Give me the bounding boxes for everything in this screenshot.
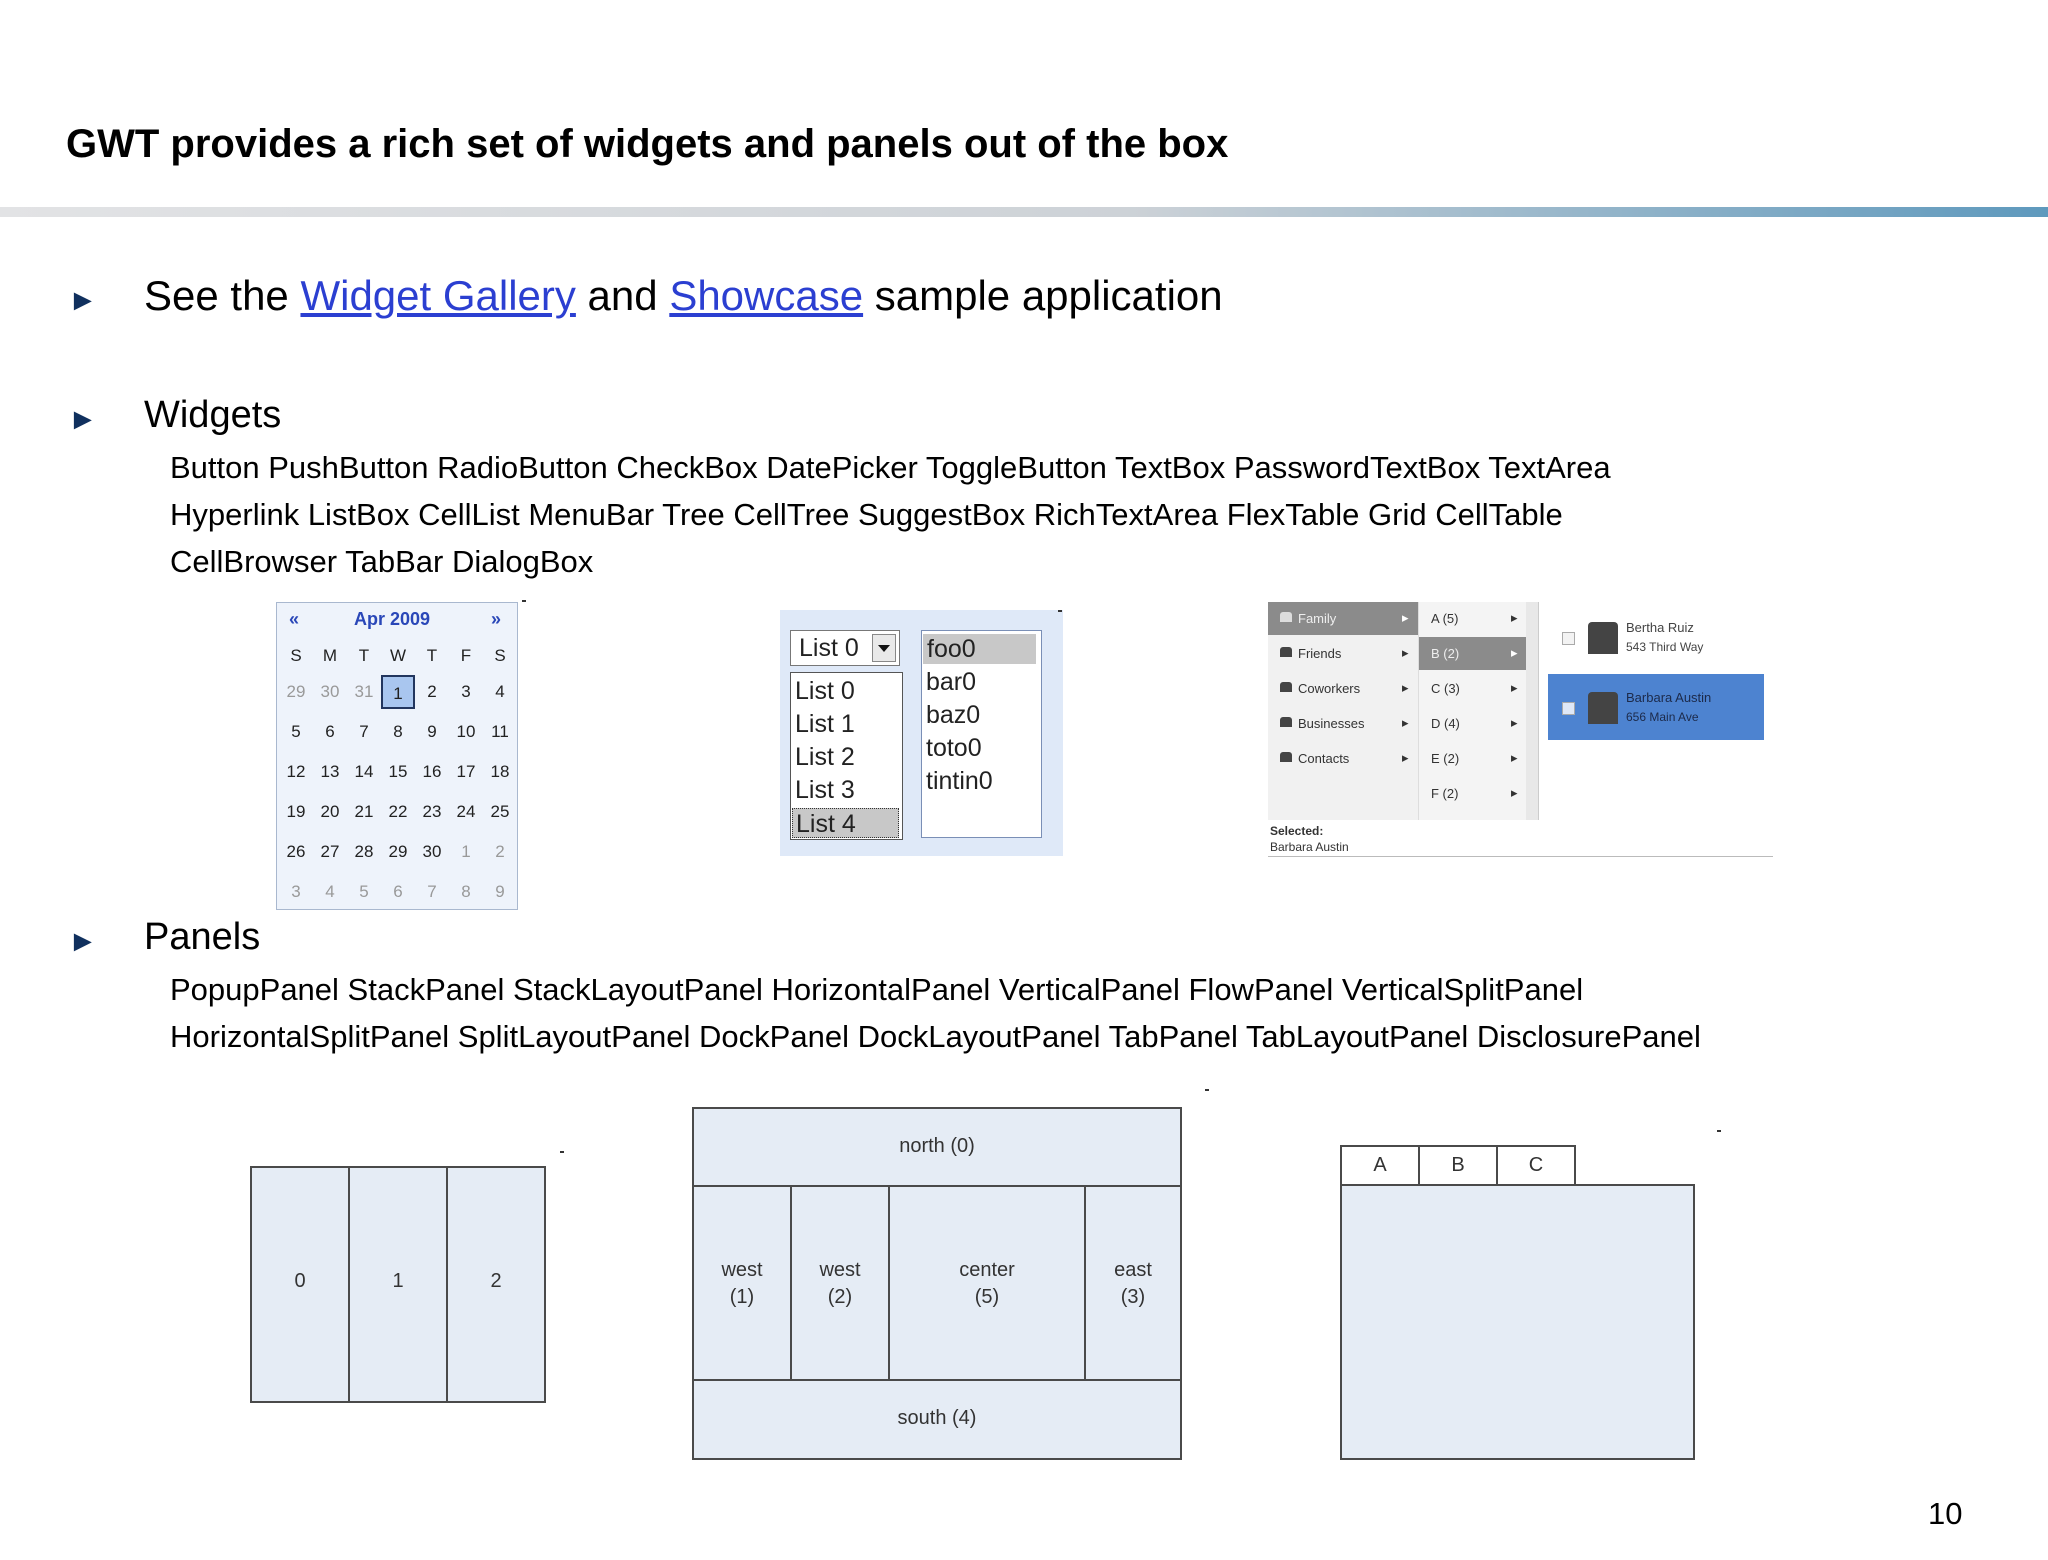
calendar-day[interactable]: 9 bbox=[495, 882, 505, 901]
calendar-day[interactable]: 10 bbox=[456, 722, 476, 741]
dock-west-2 bbox=[790, 1185, 890, 1381]
calendar-day[interactable]: 6 bbox=[325, 722, 335, 741]
calendar-day[interactable]: 9 bbox=[427, 722, 437, 741]
contact-group-icon bbox=[1280, 612, 1292, 622]
cellbrowser-letter-row[interactable] bbox=[1419, 637, 1526, 670]
calendar-day[interactable]: 1 bbox=[381, 675, 415, 709]
datepicker-sample bbox=[276, 602, 518, 910]
calendar-day[interactable]: 3 bbox=[461, 682, 471, 701]
list-item[interactable]: foo0 bbox=[923, 634, 1036, 664]
contact-address: 656 Main Ave bbox=[1626, 710, 1699, 724]
dock-north bbox=[692, 1107, 1182, 1187]
showcase-link[interactable]: Showcase bbox=[669, 272, 864, 319]
corner-mark bbox=[1205, 1089, 1209, 1091]
dock-east bbox=[1084, 1185, 1182, 1381]
corner-mark bbox=[1058, 610, 1062, 612]
tab-content bbox=[1340, 1184, 1695, 1460]
calendar-day[interactable]: 8 bbox=[393, 722, 403, 741]
cell-label: 1 bbox=[392, 1270, 404, 1292]
widgets-line-2: Hyperlink ListBox CellList MenuBar Tree CellTree SuggestBox RichTextArea FlexTable Grid CellTable bbox=[170, 497, 1563, 532]
calendar-day[interactable]: 13 bbox=[320, 762, 340, 781]
panels-line-1: PopupPanel StackPanel StackLayoutPanel HorizontalPanel VerticalPanel FlowPanel VerticalSplitPanel bbox=[170, 972, 1584, 1007]
horizontal-panel-cell-2 bbox=[446, 1166, 546, 1403]
cellbrowser-letter-row[interactable] bbox=[1419, 707, 1526, 740]
weekday-label: T bbox=[358, 646, 370, 665]
listbox-multi[interactable] bbox=[790, 672, 903, 840]
calendar-day[interactable]: 31 bbox=[354, 682, 374, 701]
dock-label: north (0) bbox=[899, 1135, 975, 1157]
contact-name: Bertha Ruiz bbox=[1626, 620, 1694, 635]
contact-group-icon bbox=[1280, 752, 1292, 762]
calendar-day[interactable]: 28 bbox=[354, 842, 374, 861]
selected-label: Selected: bbox=[1270, 824, 1324, 838]
list-item[interactable]: List 4 bbox=[792, 808, 899, 838]
prev-month-button[interactable]: « bbox=[289, 609, 300, 629]
cellbrowser-letter-row[interactable] bbox=[1419, 777, 1526, 810]
calendar-day[interactable]: 29 bbox=[388, 842, 408, 861]
corner-mark bbox=[560, 1151, 564, 1153]
calendar-day[interactable]: 5 bbox=[359, 882, 369, 901]
chevron-right-icon: ▸ bbox=[1402, 645, 1409, 660]
dock-label: east (3) bbox=[1114, 1259, 1152, 1308]
calendar-day[interactable]: 8 bbox=[461, 882, 471, 901]
weekday-label: S bbox=[290, 646, 302, 665]
corner-mark bbox=[522, 600, 526, 602]
calendar-day[interactable]: 4 bbox=[495, 682, 505, 701]
avatar-icon bbox=[1588, 692, 1618, 724]
calendar-day[interactable]: 3 bbox=[291, 882, 301, 901]
calendar-day[interactable]: 15 bbox=[388, 762, 408, 781]
calendar-day[interactable]: 5 bbox=[291, 722, 301, 741]
tab-b[interactable] bbox=[1418, 1145, 1498, 1187]
list-item[interactable]: List 0 bbox=[795, 677, 855, 705]
widgets-line-3: CellBrowser TabBar DialogBox bbox=[170, 544, 594, 579]
chevron-right-icon: ▸ bbox=[1511, 750, 1518, 765]
panels-heading: Panels bbox=[144, 916, 261, 958]
tab-a[interactable] bbox=[1340, 1145, 1420, 1187]
chevron-right-icon: ▸ bbox=[1511, 680, 1518, 695]
tab-label: A bbox=[1373, 1154, 1387, 1176]
gallery-suffix: sample application bbox=[863, 272, 1223, 319]
list-item[interactable]: List 2 bbox=[795, 743, 855, 771]
calendar-day[interactable]: 29 bbox=[286, 682, 306, 701]
corner-mark bbox=[1717, 1130, 1721, 1132]
letter-label: C (3) bbox=[1431, 681, 1460, 696]
gallery-mid: and bbox=[575, 272, 670, 319]
cell-label: 0 bbox=[294, 1270, 306, 1292]
cellbrowser-group-row[interactable] bbox=[1268, 742, 1418, 775]
contact-checkbox[interactable] bbox=[1562, 702, 1575, 715]
tab-c[interactable] bbox=[1496, 1145, 1576, 1187]
calendar-day[interactable]: 1 bbox=[461, 842, 471, 861]
contact-name: Barbara Austin bbox=[1626, 690, 1712, 705]
cellbrowser-sample bbox=[1268, 602, 1773, 858]
contact-address: 543 Third Way bbox=[1626, 640, 1704, 654]
group-label: Contacts bbox=[1298, 751, 1350, 766]
contact-card[interactable] bbox=[1548, 674, 1764, 740]
listbox-multi-2[interactable] bbox=[921, 630, 1042, 838]
widget-gallery-link[interactable]: Widget Gallery bbox=[300, 272, 576, 319]
calendar-day[interactable]: 25 bbox=[490, 802, 510, 821]
weekday-label: S bbox=[494, 646, 506, 665]
panels-line-2: HorizontalSplitPanel SplitLayoutPanel DockPanel DockLayoutPanel TabPanel TabLayoutPanel DisclosurePanel bbox=[170, 1019, 1701, 1054]
gallery-bullet bbox=[144, 272, 1223, 320]
group-label: Family bbox=[1298, 611, 1337, 626]
calendar-day[interactable]: 21 bbox=[354, 802, 374, 821]
calendar-day[interactable]: 14 bbox=[354, 762, 374, 781]
calendar-day[interactable]: 2 bbox=[427, 682, 437, 701]
chevron-right-icon: ▸ bbox=[1511, 785, 1518, 800]
calendar-day[interactable]: 2 bbox=[495, 842, 505, 861]
bullet-marker: ► bbox=[68, 403, 98, 436]
cellbrowser-group-row[interactable] bbox=[1268, 672, 1418, 705]
dock-west-1 bbox=[692, 1185, 792, 1381]
calendar-day[interactable]: 16 bbox=[422, 762, 442, 781]
calendar-day[interactable]: 19 bbox=[286, 802, 306, 821]
cell-label: 2 bbox=[490, 1270, 502, 1292]
weekday-label: T bbox=[426, 646, 438, 665]
contact-group-icon bbox=[1280, 717, 1292, 727]
list-item[interactable]: toto0 bbox=[926, 734, 982, 762]
tab-label: C bbox=[1528, 1154, 1544, 1176]
calendar-day[interactable]: 17 bbox=[456, 762, 476, 781]
weekday-label: M bbox=[322, 646, 338, 665]
cellbrowser-group-row[interactable] bbox=[1268, 637, 1418, 670]
dock-label: west (2) bbox=[819, 1259, 861, 1308]
contact-group-icon bbox=[1280, 647, 1292, 657]
chevron-down-icon[interactable] bbox=[872, 634, 896, 662]
cellbrowser-group-row[interactable] bbox=[1268, 707, 1418, 740]
group-label: Friends bbox=[1298, 646, 1342, 661]
group-label: Coworkers bbox=[1298, 681, 1361, 696]
cellbrowser-group-row[interactable] bbox=[1268, 602, 1418, 635]
bullet-marker: ► bbox=[68, 925, 98, 958]
bullet-marker: ► bbox=[68, 284, 98, 317]
dock-south bbox=[692, 1379, 1182, 1460]
calendar-day[interactable]: 11 bbox=[491, 722, 509, 741]
chevron-right-icon: ▸ bbox=[1402, 715, 1409, 730]
month-label: Apr 2009 bbox=[354, 609, 431, 629]
cellbrowser-letter-row[interactable] bbox=[1419, 742, 1526, 775]
title-divider bbox=[0, 207, 2048, 217]
chevron-right-icon: ▸ bbox=[1511, 715, 1518, 730]
dock-label: center (5) bbox=[959, 1259, 1015, 1308]
calendar-day[interactable]: 7 bbox=[427, 882, 437, 901]
widgets-heading: Widgets bbox=[144, 394, 282, 436]
cellbrowser-scrollbar[interactable] bbox=[1526, 602, 1538, 820]
widgets-line-1: Button PushButton RadioButton CheckBox DatePicker ToggleButton TextBox PasswordTextBox TextArea bbox=[170, 450, 1611, 485]
chevron-right-icon: ▸ bbox=[1511, 645, 1518, 660]
letter-label: E (2) bbox=[1431, 751, 1460, 766]
calendar-day[interactable]: 24 bbox=[456, 802, 476, 821]
calendar-day[interactable]: 20 bbox=[320, 802, 340, 821]
calendar-day[interactable]: 18 bbox=[490, 762, 510, 781]
dock-label: west (1) bbox=[721, 1259, 763, 1308]
dock-label: south (4) bbox=[897, 1407, 977, 1429]
calendar-day[interactable]: 30 bbox=[422, 842, 442, 861]
list-item[interactable]: baz0 bbox=[926, 701, 981, 729]
calendar-day[interactable]: 27 bbox=[320, 842, 340, 861]
calendar-day[interactable]: 6 bbox=[393, 882, 403, 901]
page-number: 10 bbox=[1928, 1496, 1963, 1531]
calendar-day[interactable]: 7 bbox=[359, 722, 369, 741]
horizontal-panel-cell-0 bbox=[250, 1166, 350, 1403]
slide-title: GWT provides a rich set of widgets and panels out of the box bbox=[66, 122, 1229, 166]
calendar-day[interactable]: 30 bbox=[320, 682, 340, 701]
chevron-right-icon: ▸ bbox=[1402, 610, 1409, 625]
contact-group-icon bbox=[1280, 682, 1292, 692]
tab-label: B bbox=[1451, 1154, 1465, 1176]
letter-label: A (5) bbox=[1431, 611, 1459, 626]
letter-label: D (4) bbox=[1431, 716, 1460, 731]
letter-label: F (2) bbox=[1431, 786, 1459, 801]
calendar-day[interactable]: 12 bbox=[286, 762, 306, 781]
datepicker-header bbox=[277, 603, 517, 639]
divider bbox=[1268, 856, 1773, 857]
dock-center bbox=[888, 1185, 1086, 1381]
list-item[interactable]: tintin0 bbox=[926, 767, 993, 795]
calendar-day[interactable]: 26 bbox=[286, 842, 306, 861]
listbox-dropdown[interactable] bbox=[790, 630, 900, 666]
list-item[interactable]: List 1 bbox=[795, 710, 855, 738]
gallery-prefix: See the bbox=[144, 272, 301, 319]
cellbrowser-letter-row[interactable] bbox=[1419, 602, 1526, 635]
calendar-day[interactable]: 22 bbox=[388, 802, 408, 821]
calendar-day[interactable]: 4 bbox=[325, 882, 335, 901]
weekday-label: W bbox=[389, 646, 407, 665]
horizontal-panel-cell-1 bbox=[348, 1166, 448, 1403]
chevron-right-icon: ▸ bbox=[1511, 610, 1518, 625]
chevron-right-icon: ▸ bbox=[1402, 680, 1409, 695]
next-month-button[interactable]: » bbox=[491, 609, 502, 629]
list-item[interactable]: List 3 bbox=[795, 776, 855, 804]
calendar-day[interactable]: 23 bbox=[422, 802, 442, 821]
letter-label: B (2) bbox=[1431, 646, 1460, 661]
dropdown-value: List 0 bbox=[799, 634, 859, 662]
selected-value: Barbara Austin bbox=[1270, 840, 1349, 854]
contact-checkbox[interactable] bbox=[1562, 632, 1575, 645]
contact-card[interactable] bbox=[1548, 604, 1764, 670]
chevron-right-icon: ▸ bbox=[1402, 750, 1409, 765]
group-label: Businesses bbox=[1298, 716, 1365, 731]
weekday-label: F bbox=[460, 646, 472, 665]
list-item[interactable]: bar0 bbox=[926, 668, 977, 696]
cellbrowser-letter-row[interactable] bbox=[1419, 672, 1526, 705]
avatar-icon bbox=[1588, 622, 1618, 654]
